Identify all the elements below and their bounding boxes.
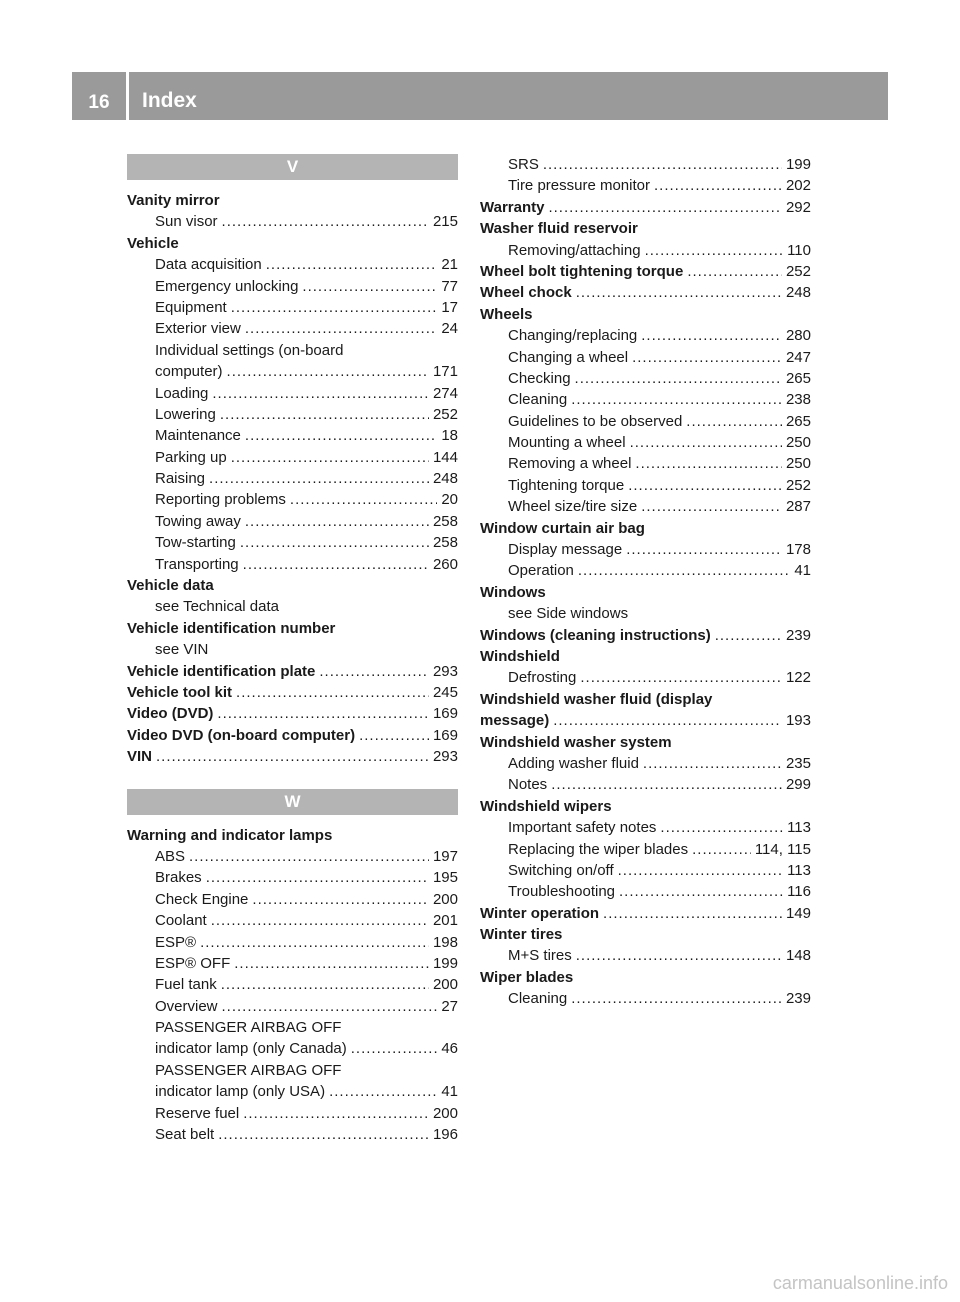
index-subentry[interactable] [480, 839, 811, 860]
index-subentry[interactable] [127, 511, 458, 532]
dot-leader [245, 318, 437, 339]
index-subentry[interactable] [127, 889, 458, 910]
page-title: Index [142, 89, 197, 112]
index-heading: Windshield washer system [480, 733, 672, 751]
dot-leader [240, 532, 429, 553]
index-heading: Windows [480, 583, 546, 601]
dot-leader [234, 953, 429, 974]
dot-leader [243, 1103, 429, 1124]
index-subentry[interactable] [480, 240, 811, 261]
dot-leader [632, 347, 782, 368]
dot-leader [351, 1038, 438, 1059]
page-reference[interactable]: 250 [785, 455, 811, 473]
entry-label: Fuel tank [155, 976, 217, 994]
page-reference[interactable]: 149 [785, 904, 811, 922]
page-reference[interactable]: 260 [432, 555, 458, 573]
page-reference[interactable]: 200 [432, 976, 458, 994]
dot-leader [641, 325, 782, 346]
dot-leader [548, 197, 782, 218]
page-reference[interactable]: 280 [785, 327, 811, 345]
index-subentry[interactable] [127, 867, 458, 888]
dot-leader [200, 932, 429, 953]
page-reference[interactable]: 24 [441, 320, 458, 338]
dot-leader [576, 282, 782, 303]
page-reference[interactable]: 169 [432, 705, 458, 723]
entry-label: Important safety notes [508, 819, 657, 837]
dot-leader [553, 710, 782, 731]
index-subentry[interactable] [127, 383, 458, 404]
entry-label: Tightening torque [508, 476, 625, 494]
dot-leader [227, 361, 429, 382]
dot-leader [619, 881, 783, 902]
index-entry[interactable] [127, 682, 458, 703]
page-reference[interactable]: 247 [785, 348, 811, 366]
dot-leader [543, 154, 782, 175]
index-heading: Windshield washer fluid (display [480, 690, 713, 708]
entry-label: Notes [508, 776, 548, 794]
entry-label: Warranty [480, 198, 545, 216]
index-entry[interactable] [480, 903, 811, 924]
dot-leader [641, 496, 782, 517]
dot-leader [209, 468, 429, 489]
index-subentry[interactable] [127, 404, 458, 425]
entry-label: ABS [155, 847, 186, 865]
entry-label: Reserve fuel [155, 1104, 240, 1122]
page-reference[interactable]: 292 [785, 198, 811, 216]
dot-leader [580, 667, 782, 688]
page-reference[interactable]: 238 [785, 391, 811, 409]
index-subentry[interactable] [480, 988, 811, 1009]
index-subentry[interactable] [480, 753, 811, 774]
entry-label: Raising [155, 470, 206, 488]
dot-leader [645, 240, 784, 261]
entry-label: Tire pressure monitor [508, 177, 650, 195]
index-subentry[interactable] [127, 425, 458, 446]
page-reference[interactable]: 235 [785, 754, 811, 772]
index-subentry[interactable] [480, 411, 811, 432]
index-column-left [127, 154, 458, 1145]
page-reference[interactable]: 114, 115 [754, 840, 811, 858]
entry-label: Troubleshooting [508, 883, 616, 901]
index-subentry[interactable] [127, 489, 458, 510]
index-subentry[interactable] [127, 1081, 458, 1102]
dot-leader [692, 839, 751, 860]
entry-label: Lowering [155, 405, 216, 423]
index-entry[interactable] [480, 261, 811, 282]
dot-leader [329, 1081, 437, 1102]
dot-leader [575, 368, 782, 389]
page-reference[interactable]: 144 [432, 448, 458, 466]
entry-label: Vehicle identification plate [127, 662, 316, 680]
dot-leader [243, 554, 429, 575]
index-subtext: see VIN [155, 641, 209, 659]
entry-label: computer) [155, 363, 223, 381]
index-heading: Window curtain air bag [480, 519, 645, 537]
dot-leader [626, 539, 782, 560]
index-subentry[interactable] [480, 496, 811, 517]
index-subentry[interactable] [480, 325, 811, 346]
entry-label: Windows (cleaning instructions) [480, 626, 711, 644]
dot-leader [206, 867, 429, 888]
page-reference[interactable]: 248 [785, 284, 811, 302]
dot-leader [218, 1124, 429, 1145]
watermark: carmanualsonline.info [772, 1273, 948, 1293]
entry-label: Brakes [155, 869, 202, 887]
dot-leader [231, 297, 438, 318]
index-subentry[interactable] [127, 254, 458, 275]
page-reference[interactable]: 41 [794, 562, 811, 580]
index-subtext: PASSENGER AIRBAG OFF [155, 1019, 342, 1037]
page-reference[interactable]: 250 [785, 434, 811, 452]
dot-leader [654, 175, 782, 196]
index-subtext: see Side windows [508, 605, 629, 623]
index-subentry[interactable] [480, 154, 811, 175]
entry-label: Wheel size/tire size [508, 498, 638, 516]
dot-leader [217, 703, 429, 724]
dot-leader [231, 447, 429, 468]
index-heading: Windshield wipers [480, 797, 612, 815]
entry-label: Guidelines to be observed [508, 412, 683, 430]
entry-label: Wheel chock [480, 284, 572, 302]
page-reference[interactable]: 200 [432, 1104, 458, 1122]
entry-label: Loading [155, 384, 209, 402]
page-reference[interactable]: 77 [441, 277, 458, 295]
page-reference[interactable]: 27 [441, 997, 458, 1015]
entry-label: indicator lamp (only USA) [155, 1083, 326, 1101]
page-reference[interactable]: 148 [785, 947, 811, 965]
page-reference[interactable]: 293 [432, 748, 458, 766]
index-subentry[interactable] [127, 974, 458, 995]
entry-label: message) [480, 712, 550, 730]
entry-label: Changing a wheel [508, 348, 629, 366]
entry-label: Parking up [155, 448, 227, 466]
index-subentry[interactable] [127, 996, 458, 1017]
page-reference[interactable]: 21 [441, 256, 458, 274]
entry-label: Checking [508, 369, 571, 387]
index-subentry[interactable] [480, 389, 811, 410]
index-subentry[interactable] [480, 860, 811, 881]
page-reference[interactable]: 196 [432, 1126, 458, 1144]
index-subentry[interactable] [127, 297, 458, 318]
dot-leader [212, 383, 429, 404]
entry-label: Maintenance [155, 427, 241, 445]
entry-label: Removing/attaching [508, 241, 641, 259]
dot-leader [252, 889, 429, 910]
index-subentry[interactable] [127, 1124, 458, 1145]
entry-label: Replacing the wiper blades [508, 840, 689, 858]
page-reference[interactable]: 113 [787, 819, 811, 837]
dot-leader [266, 254, 438, 275]
dot-leader [245, 425, 437, 446]
index-subentry[interactable] [127, 276, 458, 297]
page-reference[interactable]: 239 [785, 990, 811, 1008]
page-reference[interactable]: 239 [785, 626, 811, 644]
index-heading: Wiper blades [480, 968, 574, 986]
dot-leader [290, 489, 437, 510]
page-reference[interactable]: 17 [441, 298, 458, 316]
dot-leader [319, 661, 429, 682]
page-reference[interactable]: 252 [432, 405, 458, 423]
page-reference[interactable]: 193 [785, 712, 811, 730]
dot-leader [628, 475, 782, 496]
index-subentry[interactable] [127, 910, 458, 931]
entry-label: Sun visor [155, 213, 218, 231]
index-subentry[interactable] [127, 554, 458, 575]
index-subentry[interactable] [127, 1103, 458, 1124]
page-reference[interactable]: 171 [432, 363, 458, 381]
page-reference[interactable]: 199 [432, 954, 458, 972]
page-reference[interactable]: 110 [787, 241, 811, 259]
index-subentry[interactable] [127, 318, 458, 339]
index-subentry[interactable] [127, 1038, 458, 1059]
dot-leader [236, 682, 429, 703]
section-letter: W [127, 789, 458, 815]
dot-leader [156, 746, 429, 767]
index-subentry[interactable] [480, 453, 811, 474]
index-heading: Vanity mirror [127, 192, 220, 209]
page-reference[interactable]: 287 [785, 498, 811, 516]
entry-label: Switching on/off [508, 861, 614, 879]
index-subentry[interactable] [480, 475, 811, 496]
entry-label: Mounting a wheel [508, 434, 626, 452]
entry-label: Vehicle tool kit [127, 683, 233, 701]
page-reference[interactable]: 200 [432, 890, 458, 908]
dot-leader [643, 753, 782, 774]
dot-leader [359, 725, 429, 746]
entry-label: Transporting [155, 555, 239, 573]
entry-label: ESP® [155, 933, 197, 951]
index-subentry[interactable] [127, 532, 458, 553]
index-subentry[interactable] [480, 368, 811, 389]
entry-label: VIN [127, 748, 153, 766]
entry-label: Wheel bolt tightening torque [480, 262, 684, 280]
index-entry[interactable] [127, 746, 458, 767]
index-subentry[interactable] [480, 945, 811, 966]
entry-label: Defrosting [508, 669, 577, 687]
entry-label: Tow-starting [155, 534, 236, 552]
dot-leader [635, 453, 782, 474]
page-reference[interactable]: 265 [785, 412, 811, 430]
entry-label: Winter operation [480, 904, 600, 922]
index-heading: Vehicle [127, 234, 179, 252]
page-reference[interactable]: 201 [432, 912, 458, 930]
section-spacer [127, 768, 458, 789]
page-reference[interactable]: 113 [787, 861, 811, 879]
dot-leader [578, 560, 790, 581]
entry-label: Video DVD (on-board computer) [127, 726, 356, 744]
index-heading: Windshield [480, 647, 560, 665]
entry-label: M+S tires [508, 947, 572, 965]
index-subtext: Individual settings (on-board [155, 341, 344, 359]
index-subtext: PASSENGER AIRBAG OFF [155, 1061, 342, 1079]
entry-label: Data acquisition [155, 256, 262, 274]
page-reference[interactable]: 18 [441, 427, 458, 445]
page-reference[interactable]: 215 [432, 213, 458, 231]
entry-label: SRS [508, 156, 539, 173]
index-subentry[interactable] [127, 846, 458, 867]
entry-label: Equipment [155, 298, 227, 316]
dot-leader [220, 404, 429, 425]
page-reference[interactable]: 202 [785, 177, 811, 195]
page-reference[interactable]: 197 [432, 847, 458, 865]
entry-label: Overview [155, 997, 218, 1015]
index-entry[interactable] [480, 282, 811, 303]
entry-label: Adding washer fluid [508, 754, 639, 772]
entry-label: Emergency unlocking [155, 277, 299, 295]
index-column-right [480, 154, 811, 1010]
dot-leader [222, 996, 438, 1017]
page-reference[interactable]: 258 [432, 512, 458, 530]
index-subentry[interactable] [480, 347, 811, 368]
page-reference[interactable]: 248 [432, 470, 458, 488]
dot-leader [618, 860, 783, 881]
page-reference[interactable]: 195 [432, 869, 458, 887]
index-heading: Wheels [480, 305, 533, 323]
index-subentry[interactable] [480, 432, 811, 453]
dot-leader [571, 389, 782, 410]
index-entry[interactable] [127, 703, 458, 724]
entry-label: Cleaning [508, 391, 568, 409]
page-number: 16 [88, 92, 110, 113]
page-reference[interactable]: 116 [787, 883, 811, 901]
page-reference[interactable]: 252 [785, 262, 811, 280]
page-reference[interactable]: 178 [785, 541, 811, 559]
index-entry[interactable] [480, 710, 811, 731]
page-reference[interactable]: 46 [441, 1040, 458, 1058]
index-subentry[interactable] [480, 774, 811, 795]
dot-leader [686, 411, 782, 432]
entry-label: Reporting problems [155, 491, 286, 509]
page-reference[interactable]: 274 [432, 384, 458, 402]
dot-leader [221, 974, 429, 995]
dot-leader [571, 988, 782, 1009]
page-reference[interactable]: 245 [432, 683, 458, 701]
index-heading: Vehicle data [127, 577, 214, 595]
section-letter: V [127, 154, 458, 180]
entry-label: indicator lamp (only Canada) [155, 1040, 347, 1058]
dot-leader [715, 625, 782, 646]
dot-leader [211, 910, 429, 931]
index-heading: Warning and indicator lamps [127, 826, 333, 844]
index-subentry[interactable] [127, 468, 458, 489]
entry-label: Video (DVD) [127, 705, 214, 723]
index-subentry[interactable] [480, 175, 811, 196]
entry-label: Cleaning [508, 990, 568, 1008]
entry-label: Display message [508, 541, 623, 559]
dot-leader [189, 846, 429, 867]
entry-label: Towing away [155, 512, 241, 530]
index-heading: Winter tires [480, 926, 563, 944]
index-subentry[interactable] [127, 953, 458, 974]
entry-label: Check Engine [155, 890, 249, 908]
dot-leader [603, 903, 782, 924]
dot-leader [222, 211, 429, 232]
page-reference[interactable]: 198 [432, 933, 458, 951]
page-reference[interactable]: 258 [432, 534, 458, 552]
dot-leader [660, 817, 783, 838]
header-divider [126, 72, 129, 120]
entry-label: Exterior view [155, 320, 241, 338]
index-entry[interactable] [480, 197, 811, 218]
index-subentry[interactable] [127, 447, 458, 468]
index-subtext: see Technical data [155, 598, 279, 616]
index-subentry[interactable] [480, 539, 811, 560]
page-header [72, 72, 888, 120]
page-reference[interactable]: 299 [785, 776, 811, 794]
page-reference[interactable]: 265 [785, 369, 811, 387]
index-subentry[interactable] [480, 667, 811, 688]
entry-label: Changing/replacing [508, 327, 638, 345]
dot-leader [630, 432, 782, 453]
entry-label: Removing a wheel [508, 455, 632, 473]
page-reference[interactable]: 169 [432, 726, 458, 744]
index-subentry[interactable] [127, 361, 458, 382]
entry-label: Seat belt [155, 1126, 215, 1144]
page-reference[interactable]: 20 [441, 491, 458, 509]
index-subentry[interactable] [480, 817, 811, 838]
dot-leader [302, 276, 437, 297]
page-reference[interactable]: 293 [432, 662, 458, 680]
entry-label: Operation [508, 562, 574, 580]
index-subentry[interactable] [127, 211, 458, 232]
index-subentry[interactable] [480, 881, 811, 902]
dot-leader [687, 261, 782, 282]
page-reference[interactable]: 41 [441, 1083, 458, 1101]
index-entry[interactable] [127, 661, 458, 682]
page-reference[interactable]: 199 [785, 156, 811, 173]
dot-leader [576, 945, 782, 966]
index-heading: Vehicle identification number [127, 619, 336, 637]
index-entry[interactable] [480, 625, 811, 646]
index-entry[interactable] [127, 725, 458, 746]
dot-leader [551, 774, 782, 795]
index-heading: Washer fluid reservoir [480, 220, 638, 238]
index-subentry[interactable] [127, 932, 458, 953]
entry-label: Coolant [155, 912, 207, 930]
page-reference[interactable]: 252 [785, 476, 811, 494]
page-reference[interactable]: 122 [785, 669, 811, 687]
index-subentry[interactable] [480, 560, 811, 581]
dot-leader [245, 511, 429, 532]
entry-label: ESP® OFF [155, 954, 231, 972]
